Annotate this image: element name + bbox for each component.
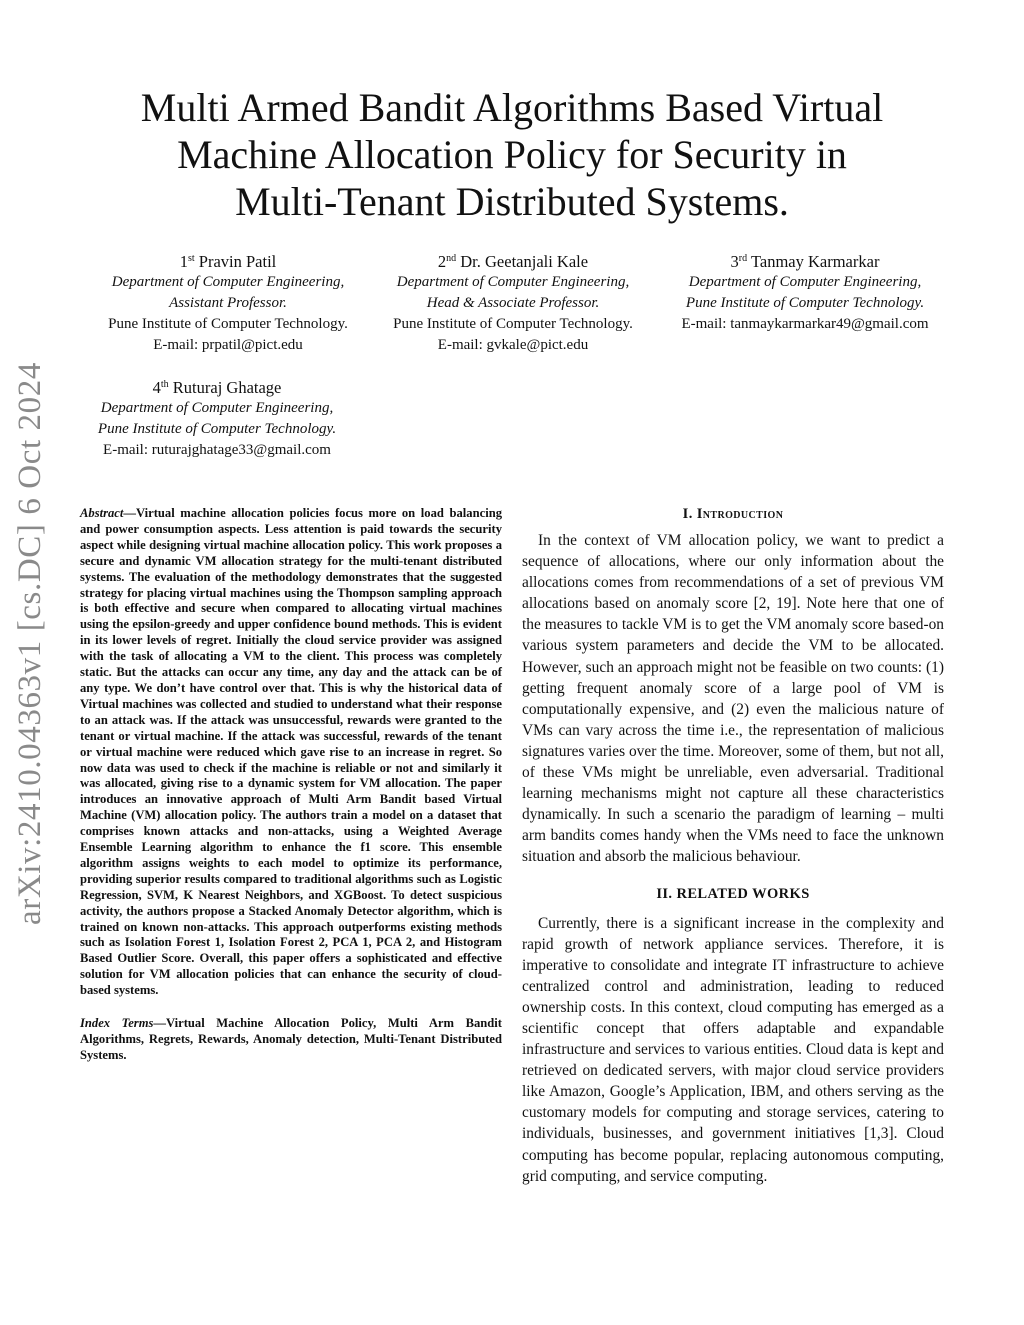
author-name: 4th Ruturaj Ghatage (152, 378, 282, 397)
author-email: E-mail: prpatil@pict.edu (153, 337, 303, 353)
author-name: 3rd Tanmay Karmarkar (730, 252, 880, 271)
introduction-paragraph: In the context of VM allocation policy, we want to predict a sequence of allocations, where our only information about the allocations comes from recommendations of a set of previous VM allocations based on anomaly score [2, 19]. Note here that one of the measures to tackle VM is to get the VM anomaly score based-on various system parameters and decide the VM to be allocated. However, such an approach might not be feasible on two counts: (1) getting frequent anomaly score of a large pool of VM is computationally expensive, and (2) even the malicious nature of VMs can vary across the time i.e., the representation of malicious signatures varies over the time. Moreover, some of them, but not all, of these VMs might be unreliable, even adversarial. Traditional learning mechanisms might not capture all these characteristics dynamically. In such a scenario the paradigm of learning – multi arm bandits comes handy when the VMs need to face the unknown situation and absorb the malicious behaviour. (522, 532, 944, 866)
author-institute: Pune Institute of Computer Technology. (393, 316, 633, 332)
author-role: Head & Associate Professor. (426, 295, 600, 311)
section-heading-related-works: II. RELATED WORKS (656, 885, 810, 902)
index-terms-paragraph: Index Terms—Virtual Machine Allocation Policy, Multi Arm Bandit Algorithms, Regrets, Rewards, Anomaly detection, Multi-Tenant Distributed Systems. (80, 1016, 502, 1062)
related-works-paragraph: Currently, there is a significant increase in the complexity and rapid growth of network appliance services. Therefore, it is imperative to consolidate and integrate IT infrastructure to achieve centralized control and administration, leading to reduced ownership costs. In this context, cloud computing has emerged as a scientific concept that offers adaptable and expandable infrastructure and services to various entities. Cloud data is kept and retrieved on dedicated servers, with major cloud service providers like Amazon, Google’s Application, IBM, and others serving as the customary models for computing and storage services, catering to individuals, businesses, and government initiatives [1,3]. Cloud computing has become popular, replacing autonomous computing, grid computing, and service computing. (522, 914, 944, 1185)
abstract-paragraph: Abstract—Virtual machine allocation policies focus more on load balancing and power consumption aspects. Less attention is paid towards the security aspect while designing virtual machine allocation policy. This work proposes a secure and dynamic VM allocation strategy for the multi-tenant distributed systems. The evaluation of the methodology demonstrates that the suggested strategy for placing virtual machines using the Thompson sampling approach is both effective and secure when compared to allocating virtual machines using the epsilon-greedy and upper confidence bound methods. This is evident in its lower levels of regret. Initially the cloud service provider was assigned with the task of allocating a VM to the client. This process was completely static. But the attacks can occur any time, any day and the attack can be of any type. We don’t have control over that. This is why the historical data of Virtual machines was collected and studied to understand what their response to an attack was. If the attack was unsuccessful, rewards were granted to the tenant or virtual machine. If the attack was successful, rewards of the tenant or virtual machine were reduced which gave rise to an increase in regret. So now data was used to check if the machine is reliable or not and similarly it was allocated, giving rise to a dynamic system for VM allocation. The paper introduces an innovative approach of Multi Arm Bandit based Virtual Machine (VM) allocation policy. The authors train a model on a dataset that comprises known attacks and non-attacks, using a Weighted Average Ensemble Learning algorithm to enhance the f1 score. This ensemble algorithm assigns weights to each model to optimize its performance, providing superior results compared to traditional algorithms such as Logistic Regression, SVM, K Nearest Neighbors, and XGBoost. To detect suspicious activity, the authors propose a Stacked Anomaly Detector algorithm, which is trained on known non-attacks. This approach outperforms existing methods such as Isolation Forest 1, Isolation Forest 2, PCA 1, PCA 2, and Histogram Based Outlier Score. Overall, this paper offers a sophisticated and effective solution for VM allocation policies that can enhance the security of cloud-based systems. (80, 506, 502, 998)
author-department: Department of Computer Engineering, (111, 274, 345, 290)
title-line-2: Machine Allocation Policy for Security in (177, 132, 847, 177)
arxiv-identifier-stamp: arXiv:2410.04363v1 [cs.DC] 6 Oct 2024 (12, 362, 48, 925)
author-block-3 (658, 248, 952, 335)
author-role: Pune Institute of Computer Technology. (97, 421, 337, 437)
title-line-3: Multi-Tenant Distributed Systems. (235, 179, 789, 224)
author-role: Pune Institute of Computer Technology. (685, 295, 925, 311)
author-role: Assistant Professor. (169, 295, 287, 311)
author-block-4 (72, 374, 362, 461)
left-column (80, 506, 502, 1064)
author-email: E-mail: ruturajghatage33@gmail.com (103, 442, 331, 458)
index-terms-text: Virtual Machine Allocation Policy, Multi Arm Bandit Algorithms, Regrets, Rewards, Anomaly detection, Multi-Tenant Distributed Systems. (80, 1016, 502, 1062)
title-line-1: Multi Armed Bandit Algorithms Based Virtual (140, 85, 884, 130)
author-name: 2nd Dr. Geetanjali Kale (437, 252, 589, 271)
author-email: E-mail: gvkale@pict.edu (437, 337, 589, 353)
author-department: Department of Computer Engineering, (100, 400, 334, 416)
author-name: 1st Pravin Patil (179, 252, 277, 271)
section-heading-introduction: I. Introduction (682, 506, 784, 522)
right-column (522, 506, 944, 1187)
index-terms-label: Index Terms (80, 1016, 154, 1031)
author-department: Department of Computer Engineering, (688, 274, 922, 290)
author-email: E-mail: tanmaykarmarkar49@gmail.com (681, 316, 929, 332)
author-department: Department of Computer Engineering, (396, 274, 630, 290)
paper-title (100, 84, 924, 225)
author-institute: Pune Institute of Computer Technology. (108, 316, 348, 332)
author-block-2 (368, 248, 658, 356)
abstract-label: Abstract (80, 506, 124, 520)
abstract-text: Virtual machine allocation policies focus more on load balancing and power consumption aspects. Less attention is paid towards the security aspect while designing virtual machine allocation policy. This work proposes a secure and dynamic VM allocation strategy for the multi-tenant distributed systems. The evaluation of the methodology demonstrates that the suggested strategy for placing virtual machines using the Thompson sampling approach is both effective and secure when compared to allocating virtual machines using the epsilon-greedy and upper confidence bound methods. This is evident in its lower levels of regret. Initially the cloud service provider was assigned with the task of allocating a VM to the client. This process was completely static. But the attacks can occur any time, any day and the attack can be of any type. We don’t have control over that. This is why the historical data of Virtual machines was collected and studied to understand what their response to an attack was. If the attack was unsuccessful, rewards were granted to the tenant or virtual machine. If the attack was successful, rewards of the tenant or virtual machine were reduced which gave rise to an increase in regret. So now data was used to check if the machine is reliable or not and similarly it was allocated, giving rise to a dynamic system for VM allocation. The paper introduces an innovative approach of Multi Arm Bandit based Virtual Machine (VM) allocation policy. The authors train a model on a dataset that comprises known attacks and non-attacks, using a Weighted Average Ensemble Learning algorithm to enhance the f1 score. This ensemble algorithm assigns weights to each model to optimize its performance, providing superior results compared to traditional algorithms such as Logistic Regression, SVM, K Nearest Neighbors, and XGBoost. To detect suspicious activity, the authors propose a Stacked Anomaly Detector algorithm, which is trained on known non-attacks. This approach outperforms existing methods such as Isolation Forest 1, Isolation Forest 2, PCA 1, PCA 2, and Histogram Based Outlier Score. Overall, this paper offers a sophisticated and effective solution for VM allocation policies that can enhance the security of cloud-based systems. (80, 506, 502, 998)
author-block-1 (80, 248, 376, 356)
